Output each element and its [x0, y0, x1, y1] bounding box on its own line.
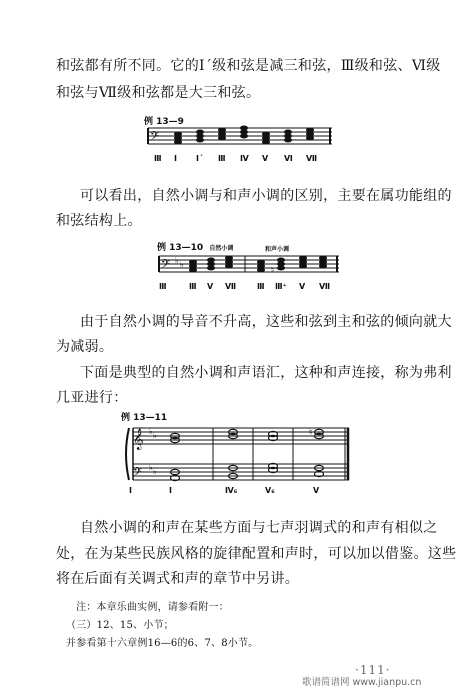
page-number: ·111·	[355, 663, 391, 677]
roman-numeral: Ⅵ	[284, 154, 293, 163]
paragraph-line: 为减弱。	[56, 339, 114, 355]
caption-natural-minor: 自然小调	[209, 245, 234, 252]
paragraph-line: 自然小调的和声在某些方面与七声羽调式的和声有相似之	[80, 520, 438, 536]
svg-text:♮: ♮	[271, 266, 275, 276]
roman-numeral: Ⅶ	[306, 154, 318, 163]
roman-numeral: Ⅲ	[257, 282, 265, 291]
roman-numeral: Ⅶ	[225, 282, 237, 291]
paragraph-line: 处，在为某些民族风格的旋律配置和声时，可以加以借鉴。这些	[56, 546, 457, 562]
watermark: 歌谱简谱网 www.jianpu.cn	[302, 677, 422, 688]
svg-text:♭: ♭	[175, 256, 179, 265]
roman-numeral: Ⅰ	[169, 486, 172, 495]
music-example-13-9	[140, 112, 336, 168]
example-number: 例 13—10	[157, 243, 204, 253]
roman-numeral: Ⅲ⁺	[275, 282, 287, 291]
svg-text:𝄢: 𝄢	[150, 130, 160, 146]
svg-text:𝄢: 𝄢	[133, 466, 143, 482]
paragraph-line: 和弦都有所不同。它的Ⅰ´级和弦是减三和弦，Ⅲ级和弦、Ⅵ级	[56, 58, 441, 74]
svg-text:♭: ♭	[153, 467, 157, 476]
music-example-13-11	[113, 408, 353, 498]
roman-numeral: Ⅴ	[207, 282, 214, 291]
paragraph-line: 下面是典型的自然小调和声语汇，这种和声连接，称为弗利	[80, 365, 452, 381]
roman-numeral: Ⅲ	[189, 282, 197, 291]
paragraph-line: 几亚进行：	[56, 390, 128, 406]
roman-numeral: Ⅲ	[154, 154, 162, 163]
svg-text:♭: ♭	[149, 427, 153, 436]
footnote: 注：本章乐曲实例，请参看附一：	[76, 602, 229, 613]
roman-numeral: Ⅴ₆	[265, 486, 275, 495]
roman-numeral: Ⅴ	[262, 154, 269, 163]
svg-text:♭: ♭	[153, 431, 157, 440]
paragraph-line: 和弦与Ⅶ级和弦都是大三和弦。	[56, 85, 261, 101]
roman-numeral: Ⅶ	[319, 282, 331, 291]
music-example-13-10	[153, 238, 343, 298]
footnote: 并参看第十六章例16—6的6、7、8小节。	[66, 638, 259, 649]
roman-numeral: Ⅲ	[218, 154, 226, 163]
roman-numeral: Ⅳ₆	[225, 486, 238, 495]
example-label	[157, 240, 233, 253]
svg-text:♮: ♮	[309, 428, 313, 438]
example-label: 例 13—11	[121, 413, 168, 423]
svg-text:𝄞: 𝄞	[133, 429, 144, 450]
paragraph-line: 可以看出，自然小调与和声小调的区别，主要在属功能组的	[80, 188, 452, 204]
paragraph-line: 和弦结构上。	[56, 213, 142, 229]
paragraph-line: 由于自然小调的导音不升高，这些和弦到主和弦的倾向就大	[80, 314, 452, 330]
svg-text:♭: ♭	[149, 463, 153, 472]
roman-numeral: Ⅴ	[313, 486, 320, 495]
roman-numeral: Ⅴ	[299, 282, 306, 291]
svg-text:𝄢: 𝄢	[161, 258, 171, 274]
roman-numeral: Ⅳ	[240, 154, 249, 163]
svg-text:♭: ♭	[180, 260, 184, 269]
caption-harmonic-minor: 和声小调	[265, 246, 290, 253]
roman-numeral: Ⅲ	[159, 282, 167, 291]
footnote: （三）12、15、小节；	[66, 620, 174, 631]
roman-numeral: Ⅰ´	[196, 154, 203, 163]
roman-numeral: Ⅰ	[174, 154, 177, 163]
example-label: 例 13—9	[144, 117, 184, 127]
roman-numeral: Ⅰ	[129, 486, 132, 495]
paragraph-line: 将在后面有关调式和声的章节中另讲。	[56, 571, 300, 587]
